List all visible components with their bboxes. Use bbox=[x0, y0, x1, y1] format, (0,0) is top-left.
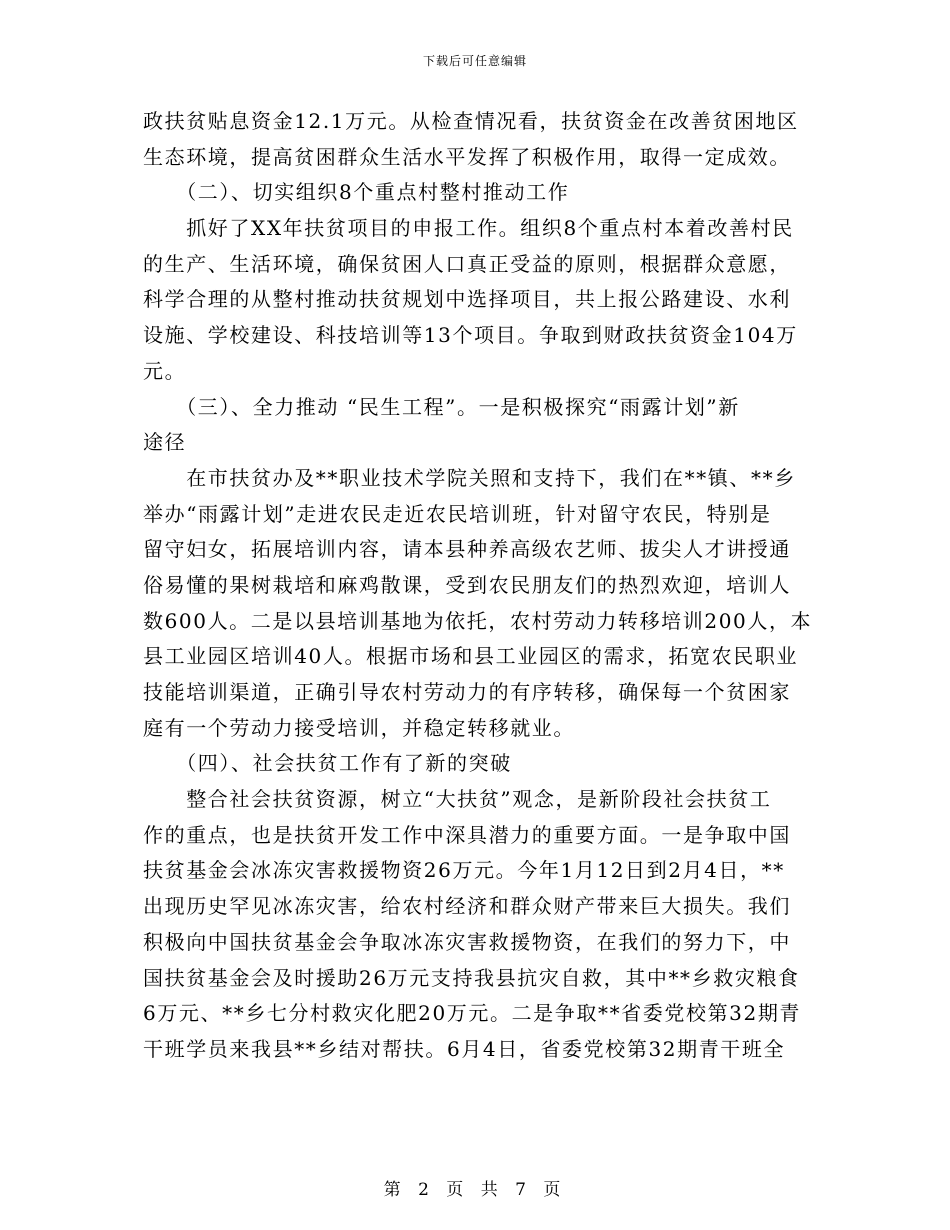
body-line: 技能培训渠道，正确引导农村劳动力的有序转移，确保每一个贫困家 bbox=[143, 680, 791, 704]
section-heading: 途径 bbox=[143, 430, 187, 455]
body-line: 庭有一个劳动力接受培训，并稳定转移就业。 bbox=[143, 715, 575, 740]
body-line: 县工业园区培训40人。根据市场和县工业园区的需求，拓宽农民职业 bbox=[143, 644, 799, 669]
page-header: 下载后可任意编辑 bbox=[422, 54, 527, 68]
section-heading: （二）、切实组织8个重点村整村推动工作 bbox=[143, 180, 570, 205]
body-line: 整合社会扶贫资源，树立“大扶贫”观念，是新阶段社会扶贫工 bbox=[143, 787, 772, 812]
body-line: 国扶贫基金会及时援助26万元支持我县抗灾自救，其中**乡救灾粮食 bbox=[143, 965, 800, 990]
body-line: 俗易懂的果树栽培和麻鸡散课，受到农民朋友们的热烈欢迎，培训人 bbox=[143, 572, 791, 597]
body-line: 的生产、生活环境，确保贫困人口真正受益的原则，根据群众意愿， bbox=[143, 251, 791, 276]
body-line: 在市扶贫办及**职业技术学院关照和支持下，我们在**镇、**乡 bbox=[143, 465, 796, 490]
section-heading: （四）、社会扶贫工作有了新的突破 bbox=[143, 751, 512, 776]
body-line: 元。 bbox=[143, 358, 187, 383]
body-line: 6万元、**乡七分村救灾化肥20万元。二是争取**省委党校第32期青 bbox=[143, 1001, 802, 1026]
body-line: 留守妇女，拓展培训内容，请本县种养高级农艺师、拔尖人才讲授通 bbox=[143, 537, 791, 562]
body-line: 举办“雨露计划”走进农民走近农民培训班，针对留守农民，特别是 bbox=[143, 501, 772, 526]
section-heading: （三）、全力推动 “民生工程”。一是积极探究“雨露计划”新 bbox=[143, 394, 740, 419]
page-number: 第 2 页 共 7 页 bbox=[383, 1180, 567, 1200]
body-line: 出现历史罕见冰冻灾害，给农村经济和群众财产带来巨大损失。我们 bbox=[143, 894, 791, 919]
body-line: 作的重点，也是扶贫开发工作中深具潜力的重要方面。一是争取中国 bbox=[143, 822, 791, 847]
body-line: 干班学员来我县**乡结对帮扶。6月4日，省委党校第32期青干班全 bbox=[143, 1036, 786, 1061]
body-line: 抓好了XX年扶贫项目的申报工作。组织8个重点村本着改善村民 bbox=[143, 216, 794, 241]
body-line: 生态环境，提高贫困群众生活水平发挥了积极作用，取得一定成效。 bbox=[143, 144, 791, 169]
body-line: 政扶贫贴息资金12.1万元。从检查情况看，扶贫资金在改善贫困地区 bbox=[143, 109, 799, 133]
body-line: 积极向中国扶贫基金会争取冰冻灾害救援物资，在我们的努力下，中 bbox=[143, 929, 791, 954]
body-line: 数600人。二是以县培训基地为依托，农村劳动力转移培训200人，本 bbox=[143, 608, 813, 633]
body-line: 扶贫基金会冰冻灾害救援物资26万元。今年1月12日到2月4日，** bbox=[143, 858, 785, 883]
body-line: 科学合理的从整村推动扶贫规划中选择项目，共上报公路建设、水利 bbox=[143, 287, 791, 312]
body-line: 设施、学校建设、科技培训等13个项目。争取到财政扶贫资金104万 bbox=[143, 323, 798, 348]
document-body bbox=[143, 104, 813, 1068]
